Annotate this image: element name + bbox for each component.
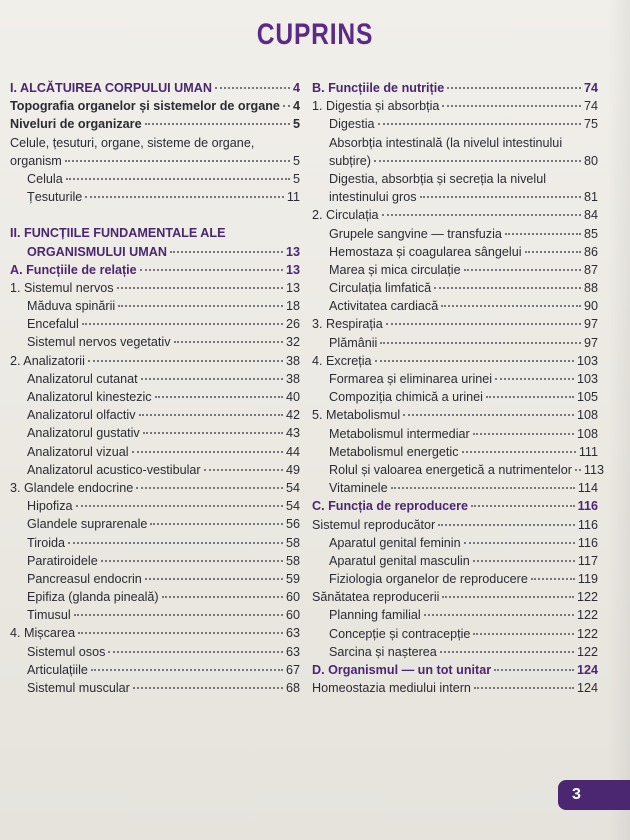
toc-entry[interactable] xyxy=(10,643,300,661)
toc-entry-page: 38 xyxy=(285,353,300,368)
toc-entry[interactable] xyxy=(312,406,598,424)
toc-entry-title: I. ALCĂTUIREA CORPULUI UMAN xyxy=(10,81,212,95)
dot-leader xyxy=(155,396,283,398)
toc-entry-page: 63 xyxy=(285,644,300,659)
toc-entry[interactable] xyxy=(312,370,598,388)
toc-entry[interactable] xyxy=(312,79,598,97)
toc-entry[interactable] xyxy=(312,625,598,643)
toc-entry-title: D. Organismul — un tot unitar xyxy=(312,663,492,677)
toc-entry-page: 97 xyxy=(583,335,598,350)
toc-entry-title: 4. Excreția xyxy=(312,353,372,368)
toc-entry-page: 58 xyxy=(285,535,300,550)
toc-entry[interactable] xyxy=(312,206,598,224)
toc-entry-page: 84 xyxy=(583,208,598,223)
toc-entry-title: organism xyxy=(10,153,62,168)
dot-leader xyxy=(132,451,283,453)
toc-entry-page: 11 xyxy=(286,190,300,205)
toc-entry-page: 5 xyxy=(292,117,300,132)
toc-entry[interactable] xyxy=(312,388,598,406)
toc-entry-page: 88 xyxy=(583,281,598,296)
toc-entry[interactable] xyxy=(10,570,300,588)
toc-entry-title: Analizatorul cutanat xyxy=(27,371,138,386)
dot-leader xyxy=(438,524,575,526)
toc-entry-title: Celula xyxy=(27,171,63,186)
dot-leader xyxy=(531,578,575,580)
dot-leader xyxy=(143,432,283,434)
dot-leader xyxy=(486,396,574,398)
dot-leader xyxy=(82,323,283,325)
toc-entry-page: 105 xyxy=(576,390,598,405)
toc-entry[interactable] xyxy=(10,279,300,297)
toc-entry-title: Digestia xyxy=(329,117,375,132)
toc-entry[interactable] xyxy=(312,152,598,170)
toc-entry-title: Hemostaza și coagularea sângelui xyxy=(329,244,522,259)
toc-entry-page: 49 xyxy=(285,462,300,477)
toc-entry-page: 5 xyxy=(292,171,300,186)
toc-entry[interactable] xyxy=(10,406,300,424)
toc-entry[interactable] xyxy=(10,97,300,115)
toc-entry-title: 2. Circulația xyxy=(312,208,379,223)
toc-entry-page: 117 xyxy=(577,553,598,568)
toc-entry-title: Planning familial xyxy=(329,608,421,623)
toc-entry-page: 116 xyxy=(577,535,598,550)
toc-entry-title: intestinului gros xyxy=(329,190,417,205)
toc-entry-title: Compoziția chimică a urinei xyxy=(329,390,483,405)
toc-entry-title: Glandele suprarenale xyxy=(27,517,148,532)
toc-entry-page: 124 xyxy=(576,681,598,696)
toc-entry[interactable] xyxy=(312,443,598,461)
toc-entry[interactable] xyxy=(10,443,300,461)
toc-entry-page: 38 xyxy=(285,371,300,386)
dot-leader xyxy=(441,305,581,307)
dot-leader xyxy=(473,633,574,635)
dot-leader xyxy=(136,487,283,489)
dot-leader xyxy=(382,214,581,216)
toc-entry-title: Fiziologia organelor de reproducere xyxy=(329,572,528,587)
dot-leader xyxy=(140,269,283,271)
toc-entry-page: 103 xyxy=(576,372,598,386)
toc-entry[interactable] xyxy=(312,643,598,661)
toc-entry-title: Epifiza (glanda pineală) xyxy=(27,590,159,605)
toc-entry[interactable] xyxy=(10,606,300,624)
toc-entry[interactable] xyxy=(312,352,598,370)
dot-leader xyxy=(403,414,574,416)
dot-leader xyxy=(162,596,283,598)
dot-leader xyxy=(525,251,581,253)
toc-entry-page: 4 xyxy=(292,81,300,95)
toc-entry-page: 13 xyxy=(285,280,300,295)
toc-entry-title: Analizatorul kinestezic xyxy=(27,390,152,404)
toc-entry-title: Analizatorul olfactiv xyxy=(27,408,136,423)
toc-entry[interactable] xyxy=(10,261,300,279)
toc-entry-title: Aparatul genital masculin xyxy=(329,553,470,568)
toc-entry-title: Timusul xyxy=(27,608,71,623)
toc-entry[interactable] xyxy=(312,225,598,243)
dot-leader xyxy=(473,433,574,435)
toc-entry[interactable] xyxy=(10,115,300,133)
toc-entry-title: Activitatea cardiacă xyxy=(329,299,439,314)
toc-entry-page: 75 xyxy=(583,117,598,132)
toc-entry[interactable] xyxy=(10,243,300,261)
page-number-tab xyxy=(558,780,630,810)
toc-entry-title: B. Funcțiile de nutriție xyxy=(312,81,445,95)
toc-entry-title: Măduva spinării xyxy=(27,299,116,314)
toc-entry[interactable] xyxy=(10,170,300,188)
toc-entry[interactable] xyxy=(10,679,300,697)
dot-leader xyxy=(440,651,574,653)
toc-entry-title: subțire) xyxy=(329,153,371,168)
toc-entry-page: 58 xyxy=(285,553,300,568)
dot-leader xyxy=(85,196,284,198)
dot-leader xyxy=(66,178,290,180)
toc-right-column xyxy=(312,79,604,697)
toc-entry[interactable] xyxy=(312,334,598,352)
toc-entry-page: 80 xyxy=(583,153,598,168)
toc-line: Digestia, absorbția și secreția la nivelul xyxy=(329,171,546,186)
toc-entry-page: 60 xyxy=(285,590,300,605)
dot-leader xyxy=(108,651,283,653)
dot-leader xyxy=(442,596,574,598)
toc-entry-title: Vitaminele xyxy=(329,481,388,496)
toc-spacer xyxy=(10,206,300,224)
toc-entry-page: 108 xyxy=(576,408,598,423)
toc-entry[interactable] xyxy=(312,115,598,133)
toc-line: Absorbția intestinală (la nivelul intestinului xyxy=(329,135,563,150)
toc-entry[interactable] xyxy=(312,588,598,606)
toc-entry-page: 13 xyxy=(285,244,300,259)
toc-entry-title: Analizatorul vizual xyxy=(27,444,129,459)
toc-line: Celule, țesuturi, organe, sisteme de organe, xyxy=(10,135,255,150)
toc-entry-page: 124 xyxy=(576,663,598,677)
toc-entry[interactable] xyxy=(10,515,300,533)
dot-leader xyxy=(74,614,283,616)
dot-leader xyxy=(434,287,581,289)
toc-entry[interactable] xyxy=(10,624,300,642)
dot-leader xyxy=(464,269,581,271)
toc-entry-page: 116 xyxy=(577,499,598,514)
toc-entry-title: Sarcina și nașterea xyxy=(329,644,437,659)
toc-entry[interactable] xyxy=(10,297,300,315)
toc-entry[interactable] xyxy=(312,279,598,297)
toc-entry-title: 4. Mișcarea xyxy=(10,626,76,641)
toc-entry-title: Encefalul xyxy=(27,317,79,332)
dot-leader xyxy=(174,341,283,343)
toc-entry-page: 87 xyxy=(583,262,598,277)
toc-entry-title: Formarea și eliminarea urinei xyxy=(329,372,493,386)
toc-entry-page: 74 xyxy=(583,81,598,95)
dot-leader xyxy=(76,505,283,507)
toc-entry-page: 108 xyxy=(576,426,598,441)
toc-entry-page: 43 xyxy=(285,426,300,441)
dot-leader xyxy=(204,469,283,471)
toc-entry-title: 1. Digestia și absorbția xyxy=(312,99,440,114)
dot-leader xyxy=(494,669,574,671)
toc-entry-page: 74 xyxy=(583,99,598,114)
toc-entry[interactable] xyxy=(312,188,598,206)
toc-entry[interactable] xyxy=(312,425,598,443)
toc-entry[interactable] xyxy=(312,570,598,588)
dot-leader xyxy=(462,451,576,453)
toc-entry-page: 68 xyxy=(285,681,300,695)
dot-leader xyxy=(473,560,575,562)
toc-entry-title: Circulația limfatică xyxy=(329,281,432,296)
dot-leader xyxy=(471,505,575,507)
toc-entry-page: 26 xyxy=(285,317,300,332)
toc-entry-page: 119 xyxy=(577,572,598,587)
toc-entry-page: 113 xyxy=(583,462,604,477)
toc-entry-title: Sănătatea reproducerii xyxy=(312,590,440,605)
dot-leader xyxy=(118,305,283,307)
dot-leader xyxy=(101,560,283,562)
toc-entry-title: Sistemul muscular xyxy=(27,681,130,695)
toc-entry[interactable] xyxy=(312,315,598,333)
toc-entry[interactable] xyxy=(312,679,598,697)
toc-entry[interactable] xyxy=(10,552,300,570)
toc-entry-page: 4 xyxy=(292,99,300,114)
toc-entry-page: 116 xyxy=(577,517,598,532)
dot-leader xyxy=(374,160,581,162)
toc-entry-title: Sistemul nervos vegetativ xyxy=(27,335,171,350)
toc-entry[interactable] xyxy=(312,606,598,624)
toc-entry-title: Niveluri de organizare xyxy=(10,117,142,132)
toc-entry-title: ORGANISMULUI UMAN xyxy=(27,244,167,259)
dot-leader xyxy=(420,196,581,198)
dot-leader xyxy=(68,542,283,544)
toc-entry-page: 42 xyxy=(285,408,300,423)
toc-entry-title: 5. Metabolismul xyxy=(312,408,401,423)
toc-entry-page: 103 xyxy=(576,353,598,368)
toc-entry[interactable] xyxy=(10,479,300,497)
toc-entry-title: Țesuturile xyxy=(27,190,83,205)
dot-leader xyxy=(283,105,290,107)
toc-entry[interactable] xyxy=(312,97,598,115)
toc-entry-page: 59 xyxy=(285,571,300,586)
toc-entry[interactable] xyxy=(10,188,300,206)
toc-entry-title: Sistemul reproducător xyxy=(312,517,436,532)
dot-leader xyxy=(474,687,574,689)
toc-entry[interactable] xyxy=(10,152,300,170)
toc-entry-page: 18 xyxy=(285,299,300,314)
toc-line: II. FUNCȚIILE FUNDAMENTALE ALE xyxy=(10,226,226,241)
toc-entry[interactable] xyxy=(312,552,598,570)
toc-entry-page: 97 xyxy=(583,317,598,332)
dot-leader xyxy=(150,523,283,525)
dot-leader xyxy=(78,632,283,634)
toc-entry-page: 122 xyxy=(576,644,598,659)
dot-leader xyxy=(575,469,581,471)
dot-leader xyxy=(464,542,575,544)
toc-entry-page: 54 xyxy=(285,499,300,514)
toc-entry[interactable] xyxy=(312,479,598,497)
dot-leader xyxy=(91,669,283,671)
dot-leader xyxy=(117,287,283,289)
toc-entry[interactable] xyxy=(312,534,598,552)
toc-entry-page: 60 xyxy=(285,608,300,623)
toc-entry-title: 3. Glandele endocrine xyxy=(10,480,134,495)
toc-entry-page: 56 xyxy=(285,517,300,532)
dot-leader xyxy=(442,105,581,107)
toc-entry-title: Articulațiile xyxy=(27,662,88,677)
toc-entry[interactable] xyxy=(312,243,598,261)
dot-leader xyxy=(391,487,575,489)
toc-entry-page: 122 xyxy=(576,626,598,641)
toc-entry-title: Grupele sangvine — transfuzia xyxy=(329,226,502,241)
dot-leader xyxy=(215,87,290,89)
dot-leader xyxy=(495,378,574,380)
dot-leader xyxy=(505,233,581,235)
dot-leader xyxy=(145,578,283,580)
dot-leader xyxy=(133,687,283,689)
toc-entry[interactable] xyxy=(312,497,598,515)
dot-leader xyxy=(65,160,290,162)
toc-entry[interactable] xyxy=(10,497,300,515)
toc-entry[interactable] xyxy=(10,424,300,442)
toc-entry-title: 3. Respirația xyxy=(312,317,383,332)
toc-entry-title: Metabolismul intermediar xyxy=(329,426,470,441)
toc-entry-page: 32 xyxy=(285,335,300,350)
toc-entry-page: 67 xyxy=(285,662,300,677)
toc-entry[interactable] xyxy=(10,388,300,406)
toc-entry-page: 114 xyxy=(577,481,598,496)
toc-entry-page: 44 xyxy=(285,444,300,459)
toc-entry-title: Hipofiza xyxy=(27,499,73,514)
toc-entry-title: Analizatorul gustativ xyxy=(27,426,140,441)
toc-entry[interactable] xyxy=(312,261,598,279)
dot-leader xyxy=(424,614,574,616)
toc-entry-page: 90 xyxy=(583,299,598,314)
toc-entry[interactable] xyxy=(10,315,300,333)
toc-entry-title: Concepție și contracepție xyxy=(329,626,471,641)
toc-entry-title: 2. Analizatorii xyxy=(10,353,85,368)
toc-entry[interactable] xyxy=(312,297,598,315)
toc-entry-page: 5 xyxy=(292,153,300,168)
dot-leader xyxy=(378,123,581,125)
toc-entry-title: Analizatorul acustico-vestibular xyxy=(27,462,201,477)
toc-entry-title: Plămânii xyxy=(329,335,378,350)
toc-entry[interactable] xyxy=(312,461,604,479)
dot-leader xyxy=(139,414,283,416)
toc-entry-page: 63 xyxy=(285,626,300,641)
toc-entry[interactable] xyxy=(10,588,300,606)
dot-leader xyxy=(88,360,283,362)
toc-entry-title: A. Funcțiile de relație xyxy=(10,262,137,277)
toc-entry-title: Pancreasul endocrin xyxy=(27,571,142,586)
dot-leader xyxy=(145,123,290,125)
toc-entry[interactable] xyxy=(10,661,300,679)
toc-entry-page: 54 xyxy=(285,480,300,495)
toc-left-column xyxy=(10,79,300,697)
toc-entry-page: 122 xyxy=(576,590,598,605)
toc-entry[interactable] xyxy=(10,79,300,97)
toc-entry[interactable] xyxy=(10,333,300,351)
dot-leader xyxy=(170,251,283,253)
dot-leader xyxy=(447,87,581,89)
toc-entry[interactable] xyxy=(312,661,598,679)
toc-entry-page: 86 xyxy=(583,244,598,259)
toc-entry-page: 40 xyxy=(285,390,300,404)
toc-entry[interactable] xyxy=(10,352,300,370)
toc-entry-title: Marea și mica circulație xyxy=(329,262,461,277)
toc-entry-page: 122 xyxy=(576,608,598,623)
toc-entry-title: Metabolismul energetic xyxy=(329,444,459,459)
toc-entry-title: 1. Sistemul nervos xyxy=(10,280,114,295)
dot-leader xyxy=(375,360,574,362)
toc-entry-title: Rolul și valoarea energetică a nutrimentelor xyxy=(329,462,572,477)
toc-entry-title: Homeostazia mediului intern xyxy=(312,681,471,696)
toc-entry-page: 85 xyxy=(583,226,598,241)
toc-entry-page: 111 xyxy=(578,444,598,459)
page-number: 3 xyxy=(572,786,581,803)
toc-entry-title: Tiroida xyxy=(27,535,66,550)
page-edge-shadow xyxy=(608,0,630,840)
dot-leader xyxy=(380,342,581,344)
toc-entry-title: C. Funcția de reproducere xyxy=(312,499,469,514)
toc-entry-title: Topografia organelor și sistemelor de organe xyxy=(10,99,280,114)
dot-leader xyxy=(141,378,283,380)
toc-entry-page: 81 xyxy=(583,190,598,205)
toc-entry-title: Sistemul osos xyxy=(27,644,106,659)
toc-entry-title: Paratiroidele xyxy=(27,553,98,568)
toc-entry-title: Aparatul genital feminin xyxy=(329,535,461,550)
toc-entry-page: 13 xyxy=(285,262,300,277)
dot-leader xyxy=(386,323,581,325)
toc-entry[interactable] xyxy=(10,370,300,388)
toc-entry[interactable] xyxy=(10,461,300,479)
toc-entry[interactable] xyxy=(312,516,598,534)
page-title: CUPRINS xyxy=(256,18,374,51)
toc-entry[interactable] xyxy=(10,534,300,552)
